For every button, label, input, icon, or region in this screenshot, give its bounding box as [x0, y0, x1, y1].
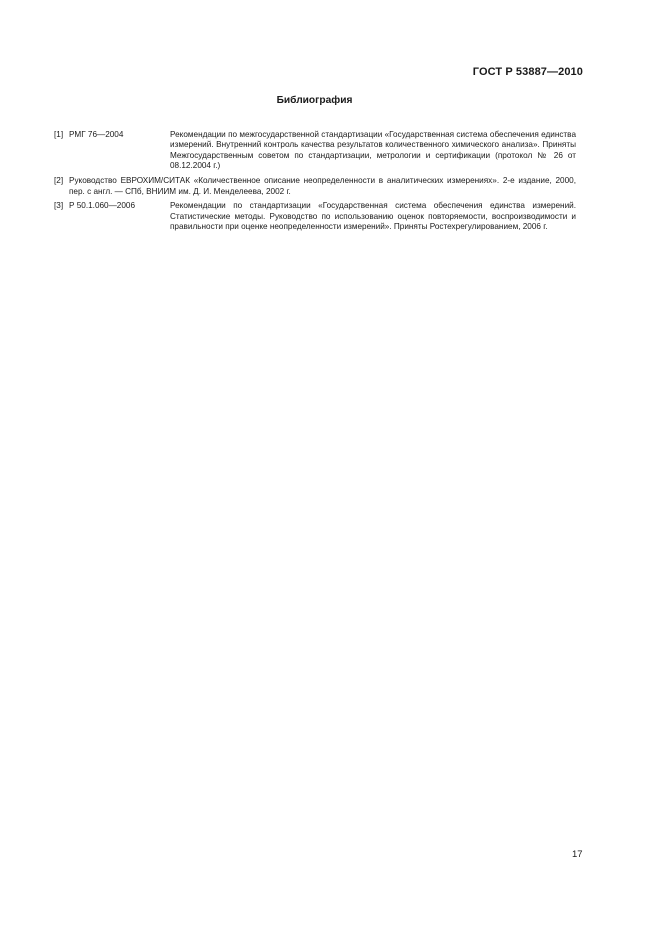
page-number: 17	[572, 849, 583, 860]
reference-list	[54, 130, 576, 237]
reference-number: [1]	[54, 130, 64, 139]
reference-number: [2]	[54, 176, 64, 186]
reference-code: Р 50.1.060—2006	[69, 201, 136, 211]
reference-item	[54, 176, 576, 197]
reference-text: Рекомендации по стандартизации «Государственная система обеспечения единства измерений. Статистические методы. Руководство по использованию оценок повторяемости, воспроизводимости и правильности при оценке неопределенности измерений». Приняты Ростехрегулированием, 2006 г.	[170, 201, 576, 232]
reference-item	[54, 201, 576, 232]
document-id: ГОСТ Р 53887—2010	[472, 66, 583, 78]
bibliography-title: Библиография	[276, 95, 353, 106]
reference-text: Рекомендации по межгосударственной стандартизации «Государственная система обеспечения единства измерений. Внутренний контроль качества результатов количественного химического анализа». Приняты Межгосударственным советом по стандартизации, метрологии и сертификации (протокол № 26 от 08.12.2004 г.)	[170, 130, 576, 171]
reference-number: [3]	[54, 201, 64, 211]
reference-text: Руководство ЕВРОХИМ/СИТАК «Количественное описание неопределенности в аналитических измерениях». 2-е издание, 2000, пер. с англ. — СПб, ВНИИМ им. Д. И. Менделеева, 2002 г.	[69, 176, 576, 196]
reference-item	[54, 130, 576, 172]
reference-code: РМГ 76—2004	[69, 130, 124, 139]
